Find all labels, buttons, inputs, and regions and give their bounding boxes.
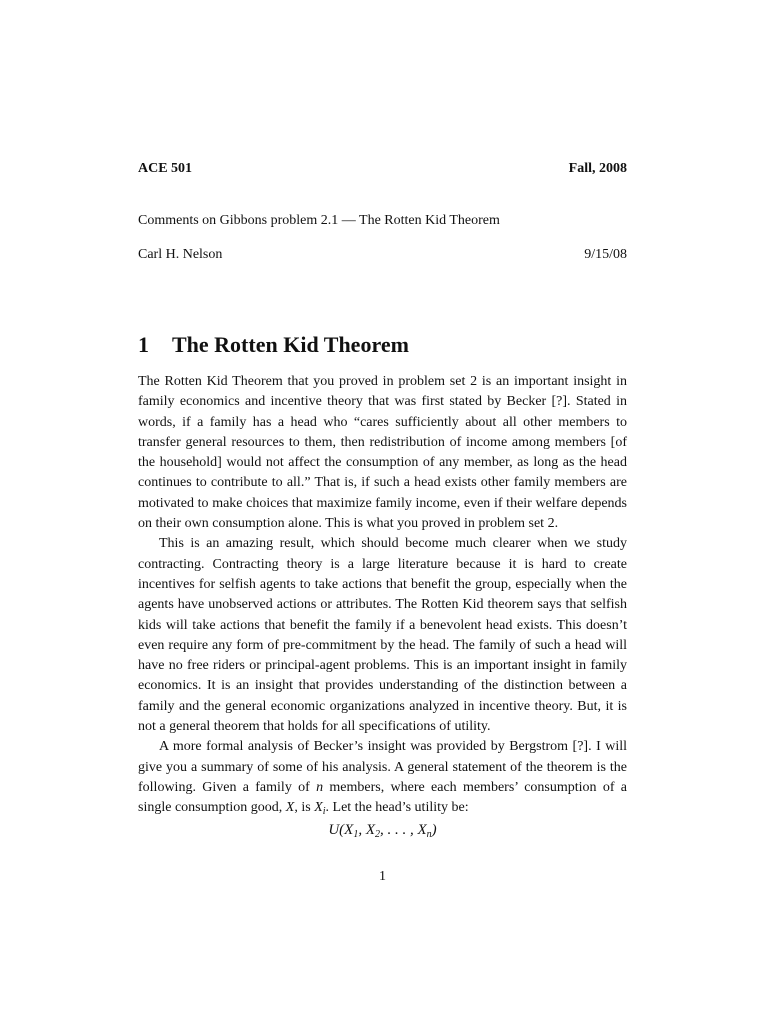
- section-heading: [138, 331, 627, 359]
- author-row: [138, 246, 627, 263]
- paragraph: The Rotten Kid Theorem that you proved in problem set 2 is an important insight in family economics and incentive theory that was first stated by Becker [?]. Stated in words, if a family has a head who “cares sufficiently about all other members to transfer general resources to them, then redistribution of income among members [of the household] would not affect the consumption of any member, as long as the head continues to contribute to all.” That is, if such a head exists other family members are motivated to make choices that maximize family income, even if their welfare depends on their own consumption alone. This is what you proved in problem set 2.: [138, 374, 627, 532]
- equation-text: $U(X_1$, $X_2$, . . . , $X_n$): [328, 822, 437, 840]
- section-number: 1: [138, 332, 149, 357]
- document-date: 9/15/08: [584, 247, 627, 262]
- math-variable: X: [285, 800, 295, 816]
- utility-equation: [138, 820, 627, 840]
- paragraph: This is an amazing result, which should become much clearer when we study contracting. Contracting theory is a large literature because it is hard to create incentives for selfish agents to take actions that benefit the group, especially when the agents have unobserved actions or attributes. The Rotten Kid theorem says that selfish kids will take actions that benefit the family if a benevolent head exists. This doesn’t even require any form of pre-commitment by the head. The family of such a head will have no free riders or principal-agent problems. This is an important insight in family economics. It is an insight that provides understanding of the distinction between a family and the general economic organizations analyzed in incentive theory. But, it is not a general theorem that holds for all specifications of utility.: [138, 536, 627, 735]
- header-row: [138, 160, 627, 177]
- math-variable: n: [316, 779, 324, 795]
- paragraph: A more formal analysis of Becker’s insight was provided by Bergstrom [?]. I will give you a summary of some of his analysis. A general statement of the theorem is the following. Given a family of n members, where each members’ consumption of a single consumption good, X, is $X_i$. Let the head’s utility be:: [138, 739, 628, 818]
- page-number: 1: [379, 869, 386, 884]
- course-code: ACE 501: [138, 161, 193, 176]
- section-title: The Rotten Kid Theorem: [172, 332, 409, 357]
- section-body: [138, 372, 627, 819]
- math-variable: $X_i$: [314, 800, 326, 818]
- author-name: Carl H. Nelson: [138, 247, 223, 262]
- term: Fall, 2008: [568, 161, 627, 176]
- document-subtitle: Comments on Gibbons problem 2.1 — The Rotten Kid Theorem: [138, 213, 500, 228]
